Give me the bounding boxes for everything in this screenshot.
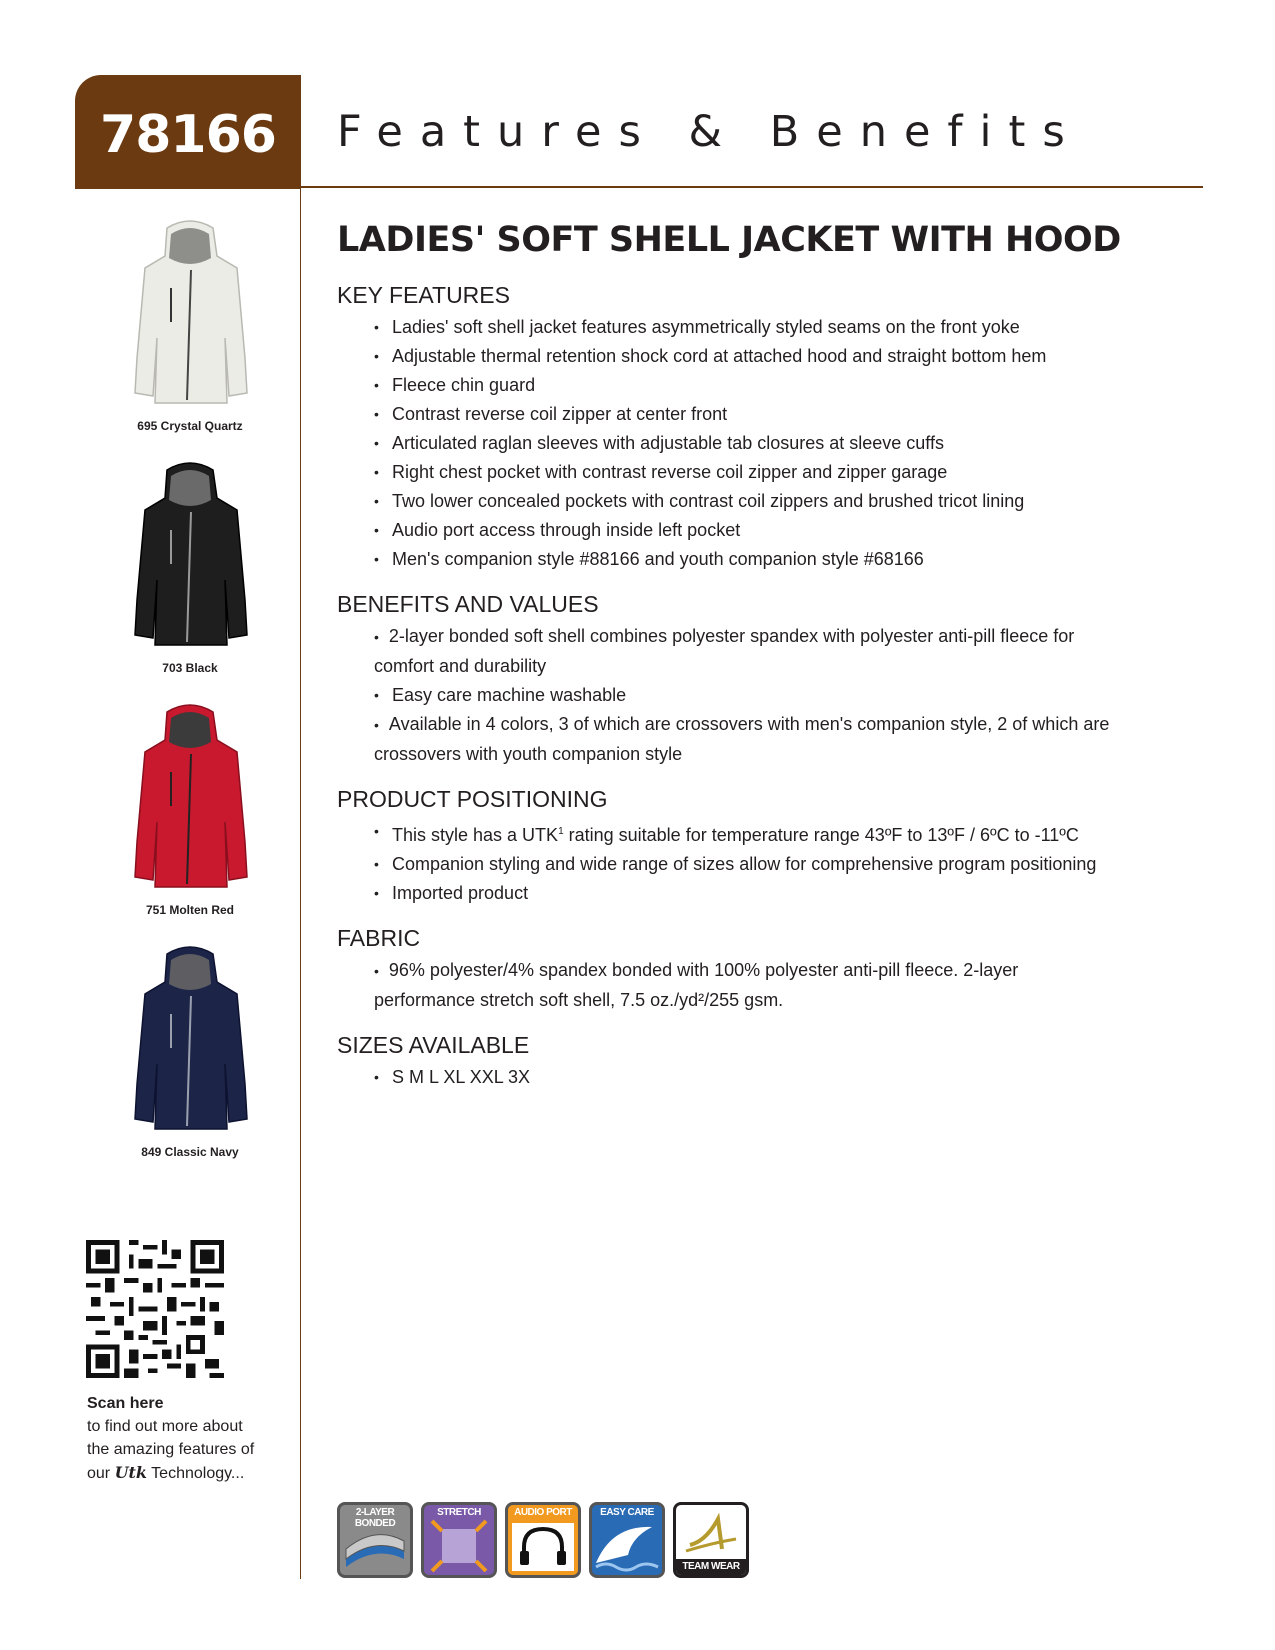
wave-icon: EASY CARE xyxy=(589,1502,665,1578)
scan-heading: Scan here xyxy=(87,1395,164,1412)
list-item: • Men's companion style #88166 and youth companion style #68166 xyxy=(337,545,1197,574)
list-item: • Articulated raglan sleeves with adjustable tab closures at sleeve cuffs xyxy=(337,429,1197,458)
list-item-continuation: comfort and durability xyxy=(374,656,547,676)
list-item-continuation: performance stretch soft shell, 7.5 oz./yd²/255 gsm. xyxy=(374,990,784,1010)
scan-line: to find out more about xyxy=(87,1418,243,1435)
swatch-crystal-quartz xyxy=(110,218,270,433)
header-divider xyxy=(301,186,1203,188)
positioning-section xyxy=(337,786,1197,908)
sidebar-divider xyxy=(300,189,301,1579)
page-title: Features & Benefits xyxy=(337,107,1082,157)
list-item: • Fleece chin guard xyxy=(337,371,1197,400)
swatch-black xyxy=(110,460,270,675)
stretch-icon: STRETCH xyxy=(421,1502,497,1578)
main-content xyxy=(337,220,1197,1109)
list-item: • This style has a UTK$^1$ rating suitable for temperature range 43ºF to 13ºF / 6ºC to -11ºC xyxy=(337,817,1197,850)
swatch-classic-navy xyxy=(110,944,270,1159)
headphones-icon: AUDIO PORT xyxy=(505,1502,581,1578)
list-item: • Right chest pocket with contrast reverse coil zipper and zipper garage xyxy=(337,458,1197,487)
product-title: LADIES' SOFT SHELL JACKET WITH HOOD xyxy=(337,220,1121,260)
fabric-section xyxy=(337,925,1197,1015)
jacket-image xyxy=(125,218,255,413)
swatch-label: 695 Crystal Quartz xyxy=(137,419,243,433)
swatch-molten-red xyxy=(110,702,270,917)
section-heading: KEY FEATURES xyxy=(337,282,510,308)
list-item: • 96% polyester/4% spandex bonded with 100% polyester anti-pill fleece. 2-layer xyxy=(374,960,1019,980)
list-item-continuation: crossovers with youth companion style xyxy=(374,744,683,764)
section-heading: SIZES AVAILABLE xyxy=(337,1032,530,1058)
style-number: 78166 xyxy=(100,105,276,165)
scan-line: our Utk Technology... xyxy=(87,1463,245,1482)
list-item: • 2-layer bonded soft shell combines polyester spandex with polyester anti-pill fleece for xyxy=(374,626,1075,646)
swatch-label: 751 Molten Red xyxy=(145,903,235,917)
list-item: • Audio port access through inside left pocket xyxy=(337,516,1197,545)
section-heading: PRODUCT POSITIONING xyxy=(337,786,608,812)
list-item: • Adjustable thermal retention shock cord at attached hood and straight bottom hem xyxy=(337,342,1197,371)
section-heading: FABRIC xyxy=(337,925,421,951)
section-heading: BENEFITS AND VALUES xyxy=(337,591,599,617)
sizes-section xyxy=(337,1032,1197,1092)
scan-callout xyxy=(87,1392,287,1485)
swatch-label: 849 Classic Navy xyxy=(141,1145,239,1159)
qr-code[interactable] xyxy=(86,1240,224,1378)
list-item: • Contrast reverse coil zipper at center front xyxy=(337,400,1197,429)
jacket-image xyxy=(125,944,255,1139)
list-item: • Companion styling and wide range of sizes allow for comprehensive program positioning xyxy=(337,850,1197,879)
jacket-image xyxy=(125,702,255,897)
style-number-tab xyxy=(75,75,301,189)
team-wear-logo: TEAM WEAR xyxy=(673,1502,749,1578)
feature-icons xyxy=(337,1502,749,1578)
list-item: • Two lower concealed pockets with contrast coil zippers and brushed tricot lining xyxy=(337,487,1197,516)
scan-line: the amazing features of xyxy=(87,1441,255,1458)
list-item: • Imported product xyxy=(337,879,1197,908)
benefits-section xyxy=(337,591,1197,769)
utk-logo: Utk xyxy=(114,1463,148,1482)
key-features-section xyxy=(337,282,1197,574)
layers-icon: 2-LAYER BONDED xyxy=(337,1502,413,1578)
list-item: • Easy care machine washable xyxy=(337,681,1197,710)
swatch-label: 703 Black xyxy=(162,661,218,675)
list-item: • Ladies' soft shell jacket features asymmetrically styled seams on the front yoke xyxy=(337,313,1197,342)
list-item: • Available in 4 colors, 3 of which are crossovers with men's companion style, 2 of which are xyxy=(374,714,1110,734)
jacket-image xyxy=(125,460,255,655)
sizes-list: • S M L XL XXL 3X xyxy=(337,1063,1197,1092)
